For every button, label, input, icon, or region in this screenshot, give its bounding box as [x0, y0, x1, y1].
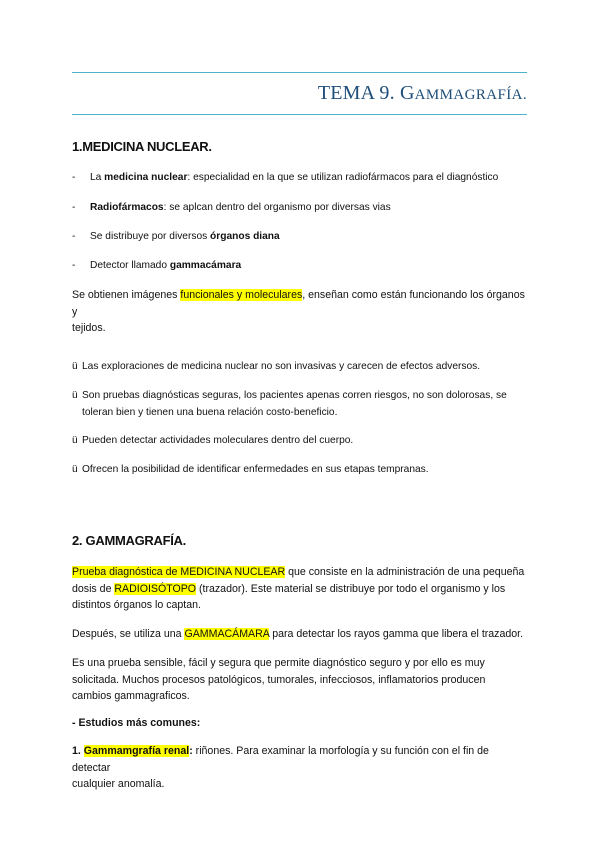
studies-label: - Estudios más comunes:: [72, 717, 201, 729]
highlight: GAMMACÁMARA: [184, 628, 270, 640]
check-marker: ü: [72, 390, 78, 401]
paragraph-sensitivity: Es una prueba sensible, fácil y segura que permite diagnóstico seguro y por ello es muy solicitada. Muchos procesos patológicos, tumorales, infecciosos, inflamatorios producen cambios gammagraficos.: [72, 657, 486, 702]
bullet-marker: -: [72, 202, 76, 213]
bullet-marker: -: [72, 260, 76, 271]
title-main-text: TEMA 9. G: [317, 82, 415, 104]
bullet-item: - Radiofármacos: se aplcan dentro del organismo por diversas vias: [72, 202, 391, 213]
bullet-marker: -: [72, 172, 76, 183]
title-top-rule: [72, 72, 527, 73]
check-marker: ü: [72, 361, 78, 372]
title-bottom-rule: [72, 114, 527, 115]
paragraph-definition: Prueba diagnóstica de MEDICINA NUCLEAR que consiste en la administración de una pequeña dosis de RADIOISÓTOPO (trazador). Este material se distribuye por todo el organismo y los distintos órganos lo captan.: [72, 566, 525, 611]
check-marker: ü: [72, 464, 78, 475]
check-marker: ü: [72, 435, 78, 446]
highlight: funcionales y moleculares: [180, 289, 303, 301]
check-item: ü Ofrecen la posibilidad de identificar enfermedades en sus etapas tempranas.: [72, 462, 532, 479]
paragraph-gammacamera: Después, se utiliza una GAMMACÁMARA para detectar los rayos gamma que libera el trazador.: [72, 628, 524, 640]
bullet-item: - Detector llamado gammacámara: [72, 260, 242, 271]
study-item-renal: 1. Gammamgrafía renal: riñones. Para examinar la morfología y su función con el fin de detectar cualquier anomalía.: [72, 745, 489, 790]
bullet-marker: -: [72, 231, 76, 242]
section1-heading: 1.MEDICINA NUCLEAR.: [72, 139, 212, 154]
check-item: ü Son pruebas diagnósticas seguras, los pacientes apenas corren riesgos, no son dolorosas, se toleran bien y tienen una buena relación costo-beneficio.: [72, 390, 507, 418]
bullet-item: - La medicina nuclear: especialidad en la que se utilizan radiofármacos para el diagnóstico: [72, 172, 499, 183]
page-title: [72, 82, 527, 105]
highlight: Gammamgrafía renal: [83, 745, 190, 757]
check-item: ü Pueden detectar actividades moleculares dentro del cuerpo.: [72, 433, 532, 450]
highlight: RADIOISÓTOPO: [114, 582, 197, 595]
bullet-item: - Se distribuye por diversos órganos diana: [72, 231, 280, 242]
highlight: Prueba diagnóstica de MEDICINA NUCLEAR: [72, 566, 286, 578]
title-smallcaps-text: AMMAGRAFÍA.: [414, 87, 527, 103]
section2-heading: 2. GAMMAGRAFÍA.: [72, 533, 186, 548]
check-item: ü Las exploraciones de medicina nuclear no son invasivas y carecen de efectos adversos.: [72, 359, 532, 376]
paragraph-imaging: Se obtienen imágenes funcionales y moleculares, enseñan como están funcionando los órganos y tejidos.: [72, 289, 525, 334]
